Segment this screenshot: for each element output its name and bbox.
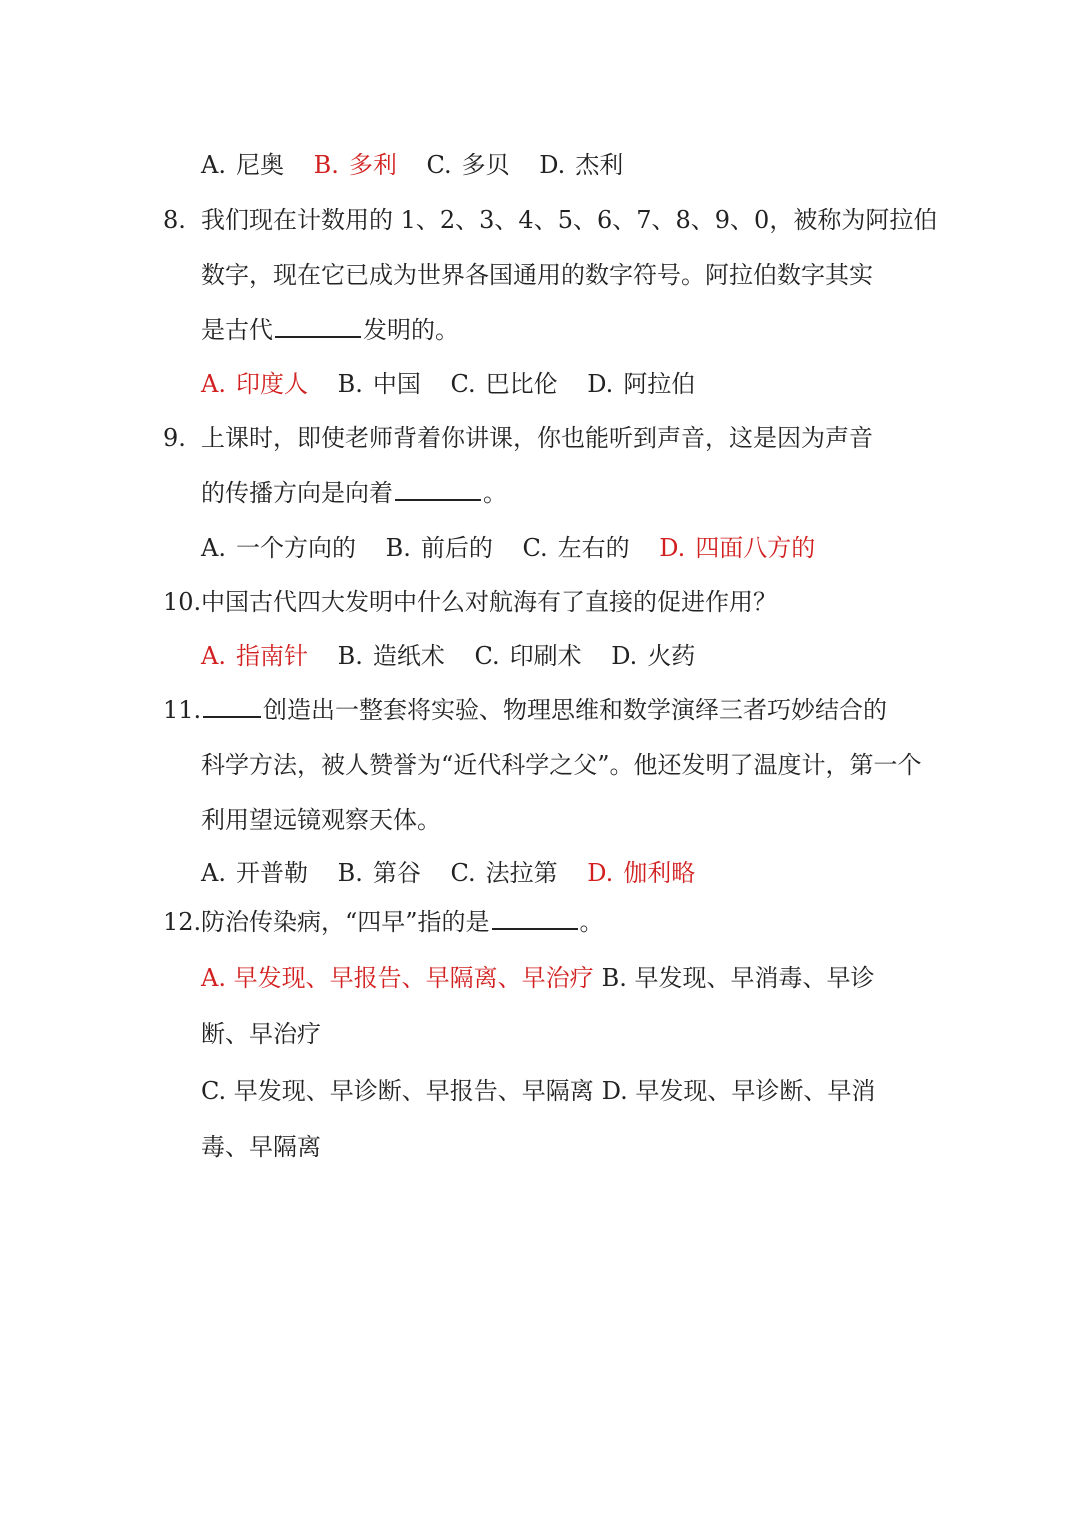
q11-line-1-after: 创造出一整套将实验、物理思维和数学演绎三者巧妙结合的 <box>263 696 887 724</box>
q9-option-d: D. 四面八方的 <box>659 534 816 562</box>
q9-option-a: A. 一个方向的 <box>201 534 356 562</box>
q12-options-row-2: 断、早治疗 <box>201 1020 321 1048</box>
q11-option-b: B. 第谷 <box>337 859 421 887</box>
q7-option-b: B. 多利 <box>313 151 397 179</box>
q11-option-a: A. 开普勒 <box>201 859 308 887</box>
q8-line-3 <box>201 310 459 350</box>
q12-options-row-1 <box>201 958 875 998</box>
q9-options <box>201 528 837 568</box>
q10-option-d: D. 火药 <box>611 642 696 670</box>
q11-option-d: D. 伽利略 <box>587 859 696 887</box>
q9-answer-blank <box>395 473 481 501</box>
q8-option-c: C. 巴比伦 <box>450 370 558 398</box>
q11-line-2: 科学方法，被人赞誉为“近代科学之父”。他还发明了温度计，第一个 <box>201 751 922 779</box>
q12-option-d-part-1: D. 早发现、早诊断、早消 <box>601 1077 876 1105</box>
q8-line-3-after: 发明的。 <box>363 316 459 344</box>
q9-line-2 <box>201 473 507 513</box>
q12-line-1-after: 。 <box>579 908 604 936</box>
q11-line-3: 利用望远镜观察天体。 <box>201 806 441 834</box>
q8-options <box>201 364 717 404</box>
q12-line-1-before: 防治传染病，“四早”指的是 <box>201 908 490 936</box>
q8-option-b: B. 中国 <box>337 370 421 398</box>
q8-answer-blank <box>275 310 361 338</box>
q7-options <box>201 145 645 185</box>
q11-option-c: C. 法拉第 <box>450 859 558 887</box>
q10-option-c: C. 印刷术 <box>474 642 582 670</box>
q10-line-1: 中国古代四大发明中什么对航海有了直接的促进作用？ <box>201 588 777 616</box>
q9-number: 9. <box>163 424 186 452</box>
q8-number: 8. <box>163 206 186 234</box>
q12-number: 12. <box>163 908 202 936</box>
q12-options-row-3 <box>201 1071 875 1111</box>
q10-option-a: A. 指南针 <box>201 642 308 670</box>
q9-line-1: 上课时，即使老师背着你讲课，你也能听到声音，这是因为声音 <box>201 424 873 452</box>
q12-options-row-4: 毒、早隔离 <box>201 1133 321 1161</box>
q12-answer-blank <box>492 902 578 930</box>
q8-option-d: D. 阿拉伯 <box>587 370 696 398</box>
q8-line-3-before: 是古代 <box>201 316 273 344</box>
q8-line-1: 我们现在计数用的 1、2、3、4、5、6、7、8、9、0，被称为阿拉伯 <box>201 206 938 234</box>
q11-line-1 <box>201 690 887 730</box>
q11-options <box>201 853 717 893</box>
q12-option-c: C. 早发现、早诊断、早报告、早隔离 <box>201 1077 594 1105</box>
q12-option-b-part-1: B. 早发现、早消毒、早诊 <box>601 964 875 992</box>
q9-option-c: C. 左右的 <box>522 534 630 562</box>
q8-option-a: A. 印度人 <box>201 370 308 398</box>
q8-line-2: 数字，现在它已成为世界各国通用的数字符号。阿拉伯数字其实 <box>201 261 873 289</box>
q9-line-2-after: 。 <box>483 479 507 507</box>
q9-line-2-before: 的传播方向是向着 <box>201 479 393 507</box>
q12-line-1 <box>201 902 604 942</box>
q7-option-d: D. 杰利 <box>539 151 624 179</box>
q12-option-a: A. 早发现、早报告、早隔离、早治疗 <box>201 964 594 992</box>
q11-number: 11. <box>163 696 202 724</box>
q7-option-c: C. 多贝 <box>426 151 510 179</box>
q10-number: 10. <box>163 588 202 616</box>
q10-options <box>201 636 717 676</box>
q11-answer-blank <box>203 690 261 718</box>
q7-option-a: A. 尼奥 <box>201 151 284 179</box>
q9-option-b: B. 前后的 <box>385 534 493 562</box>
q10-option-b: B. 造纸术 <box>337 642 445 670</box>
